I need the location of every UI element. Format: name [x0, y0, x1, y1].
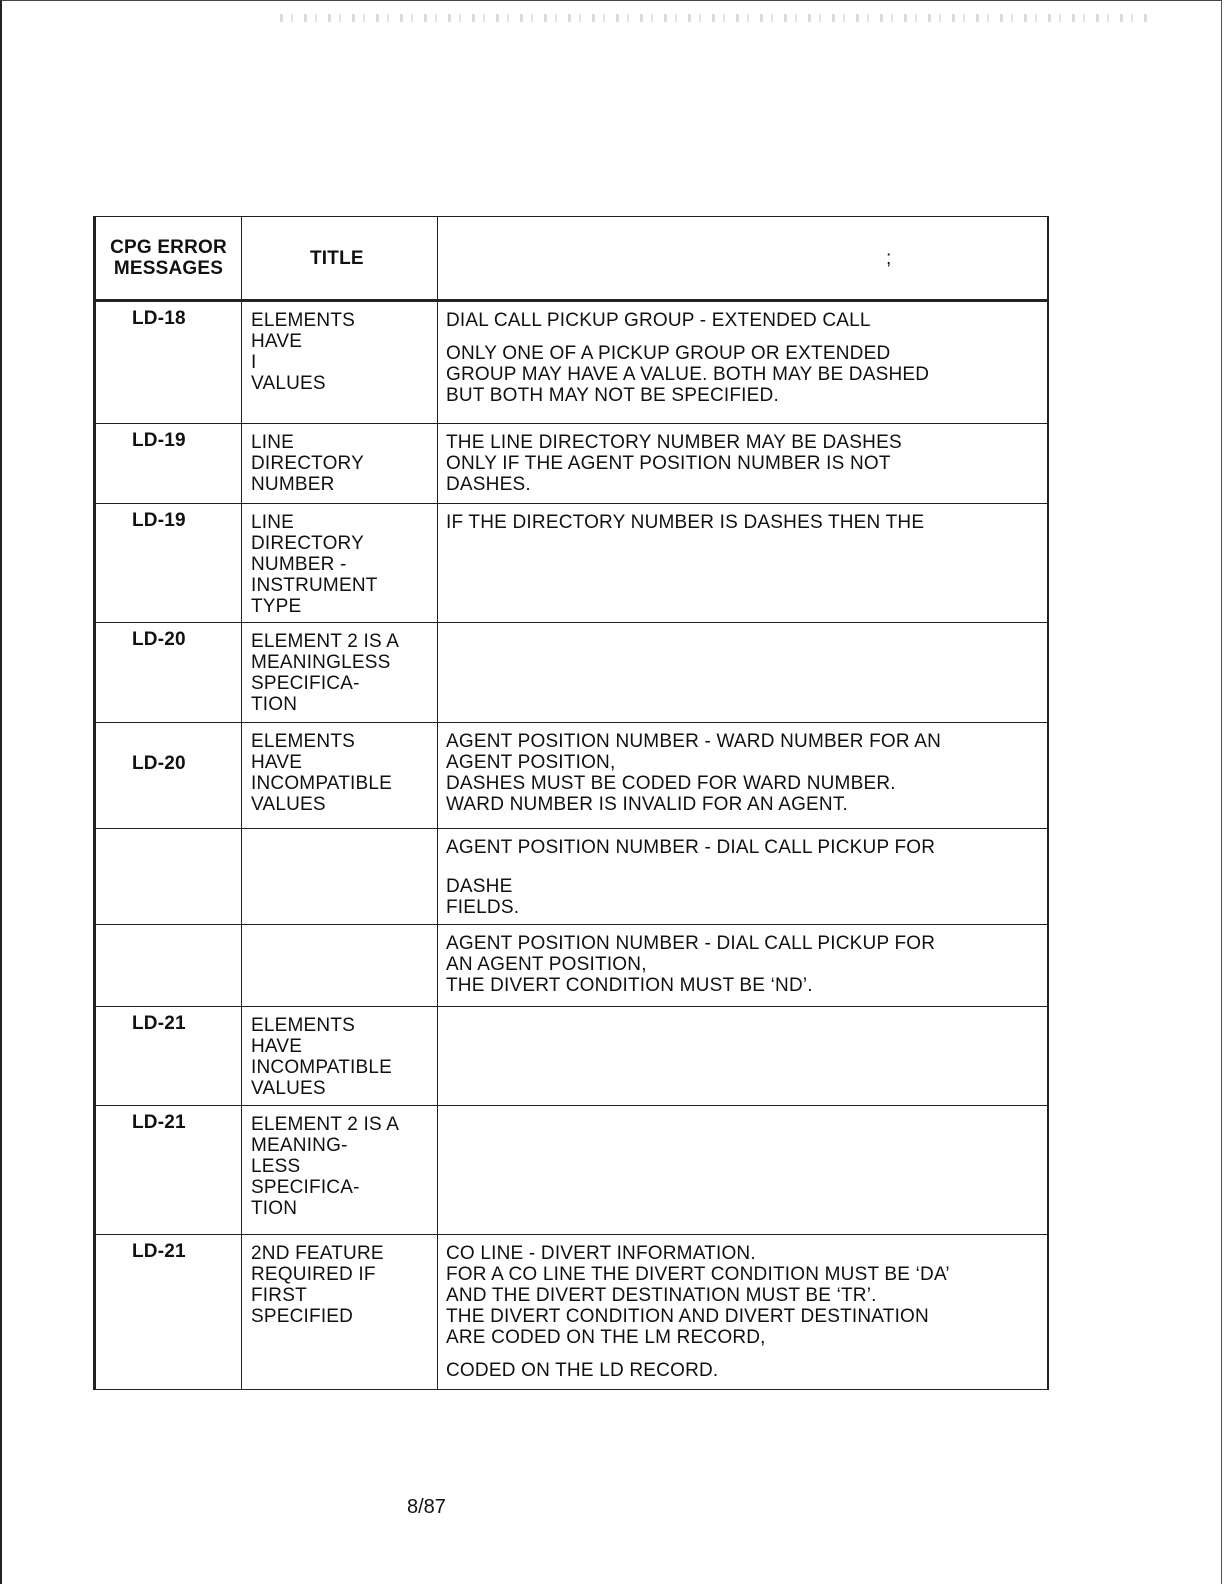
table-row [95, 424, 1048, 504]
error-description-cell [438, 1106, 1048, 1235]
title-line: DIRECTORY [251, 453, 365, 474]
error-code-cell: LD-20 [95, 623, 242, 723]
title-line: TION [251, 1198, 298, 1219]
error-title-cell [242, 1235, 438, 1390]
title-line: ELEMENT 2 IS A [251, 1114, 400, 1135]
table-row [95, 1106, 1048, 1235]
description-line: AGENT POSITION NUMBER - DIAL CALL PICKUP FOR [446, 933, 936, 954]
table-row [95, 1007, 1048, 1106]
error-code-cell: LD-20 [95, 723, 242, 829]
error-code-cell: LD-21 [95, 1235, 242, 1390]
description-line: WARD NUMBER IS INVALID FOR AN AGENT. [446, 794, 849, 815]
title-line: ELEMENTS [251, 731, 356, 752]
description-line: FOR A CO LINE THE DIVERT CONDITION MUST BE ‘DA’ [446, 1264, 950, 1285]
error-title-cell [242, 1106, 438, 1235]
title-line: MEANINGLESS [251, 652, 391, 673]
error-description-cell [438, 723, 1048, 829]
header-code-line2: MESSAGES [113, 258, 224, 279]
title-line: MEANING- [251, 1135, 348, 1156]
title-line: INSTRUMENT [251, 575, 378, 596]
description-line: AGENT POSITION NUMBER - WARD NUMBER FOR AN [446, 731, 942, 752]
description-line: ONLY IF THE AGENT POSITION NUMBER IS NOT [446, 453, 891, 474]
error-title-cell [242, 623, 438, 723]
header-description [438, 217, 1048, 301]
header-title: TITLE [242, 217, 438, 301]
error-code-cell: LD-18 [95, 301, 242, 424]
table-row [95, 1235, 1048, 1390]
description-line: DIAL CALL PICKUP GROUP - EXTENDED CALL [446, 310, 871, 331]
description-line: DASHES. [446, 474, 531, 495]
error-description-cell [438, 623, 1048, 723]
description-line: GROUP MAY HAVE A VALUE. BOTH MAY BE DASHED [446, 364, 930, 385]
error-code-cell: LD-21 [95, 1007, 242, 1106]
title-line: ELEMENTS [251, 1015, 356, 1036]
description-line: IF THE DIRECTORY NUMBER IS DASHES THEN THE [446, 512, 925, 533]
description-gap [446, 858, 1041, 876]
description-line: AGENT POSITION NUMBER - DIAL CALL PICKUP FOR [446, 837, 936, 858]
description-line: THE DIVERT CONDITION AND DIVERT DESTINATION [446, 1306, 929, 1327]
description-line: AGENT POSITION, [446, 752, 616, 773]
error-code-cell: LD-19 [95, 424, 242, 504]
title-line: INCOMPATIBLE [251, 1057, 393, 1078]
description-line: AN AGENT POSITION, [446, 954, 647, 975]
error-title-cell [242, 723, 438, 829]
title-line: DIRECTORY [251, 533, 365, 554]
error-description-cell [438, 1007, 1048, 1106]
header-description-mark: ; [886, 247, 892, 269]
description-line: DASHES MUST BE CODED FOR WARD NUMBER. [446, 773, 896, 794]
page-number: 8/87 [407, 1496, 446, 1518]
error-description-cell [438, 424, 1048, 504]
error-description-cell [438, 1235, 1048, 1390]
title-line: HAVE [251, 752, 303, 773]
title-line: ELEMENTS [251, 310, 356, 331]
table-row [95, 829, 1048, 925]
error-code-cell: LD-21 [95, 1106, 242, 1235]
error-title-cell [242, 829, 438, 925]
description-line: AND THE DIVERT DESTINATION MUST BE ‘TR’. [446, 1285, 877, 1306]
error-title-cell [242, 504, 438, 623]
title-line: TION [251, 694, 298, 715]
error-title-cell [242, 925, 438, 1007]
title-line: TYPE [251, 596, 302, 617]
table-row [95, 723, 1048, 829]
title-line: 2ND FEATURE [251, 1243, 384, 1264]
error-messages-table [93, 216, 1049, 1390]
title-line: ELEMENT 2 IS A [251, 631, 400, 652]
title-line: LINE [251, 432, 295, 453]
title-line: VALUES [251, 373, 326, 394]
title-line: NUMBER - [251, 554, 347, 575]
error-title-cell [242, 424, 438, 504]
description-gap [446, 331, 1041, 343]
title-line: SPECIFICA- [251, 673, 360, 694]
description-line: ARE CODED ON THE LM RECORD, [446, 1327, 766, 1348]
header-code-line1: CPG ERROR [110, 237, 227, 258]
table-row [95, 623, 1048, 723]
error-title-cell [242, 1007, 438, 1106]
scan-artifact [280, 14, 1150, 22]
description-line: BUT BOTH MAY NOT BE SPECIFIED. [446, 385, 779, 406]
error-code-cell [95, 829, 242, 925]
title-line: HAVE [251, 1036, 303, 1057]
error-description-cell [438, 925, 1048, 1007]
title-line: LESS [251, 1156, 301, 1177]
error-description-cell [438, 829, 1048, 925]
description-line: THE DIVERT CONDITION MUST BE ‘ND’. [446, 975, 813, 996]
title-line: NUMBER [251, 474, 335, 495]
title-line: HAVE [251, 331, 303, 352]
error-code-cell [95, 925, 242, 1007]
error-code-cell: LD-19 [95, 504, 242, 623]
description-gap [446, 1348, 1041, 1360]
description-line: ONLY ONE OF A PICKUP GROUP OR EXTENDED [446, 343, 891, 364]
table-header-row [95, 217, 1048, 301]
title-line: LINE [251, 512, 295, 533]
description-line: CODED ON THE LD RECORD. [446, 1360, 719, 1381]
title-line: VALUES [251, 794, 326, 815]
error-title-cell [242, 301, 438, 424]
title-line: FIRST [251, 1285, 307, 1306]
error-description-cell [438, 301, 1048, 424]
title-line: SPECIFICA- [251, 1177, 360, 1198]
header-cpg-error-messages [95, 217, 242, 301]
error-description-cell [438, 504, 1048, 623]
title-line: INCOMPATIBLE [251, 773, 393, 794]
title-line: SPECIFIED [251, 1306, 354, 1327]
title-line: VALUES [251, 1078, 326, 1099]
table-row [95, 301, 1048, 424]
title-line: I [251, 352, 257, 373]
title-line: REQUIRED IF [251, 1264, 376, 1285]
description-line: CO LINE - DIVERT INFORMATION. [446, 1243, 756, 1264]
table-row [95, 504, 1048, 623]
table-row [95, 925, 1048, 1007]
description-line: DASHE [446, 876, 513, 897]
description-line: THE LINE DIRECTORY NUMBER MAY BE DASHES [446, 432, 902, 453]
description-line: FIELDS. [446, 897, 520, 918]
